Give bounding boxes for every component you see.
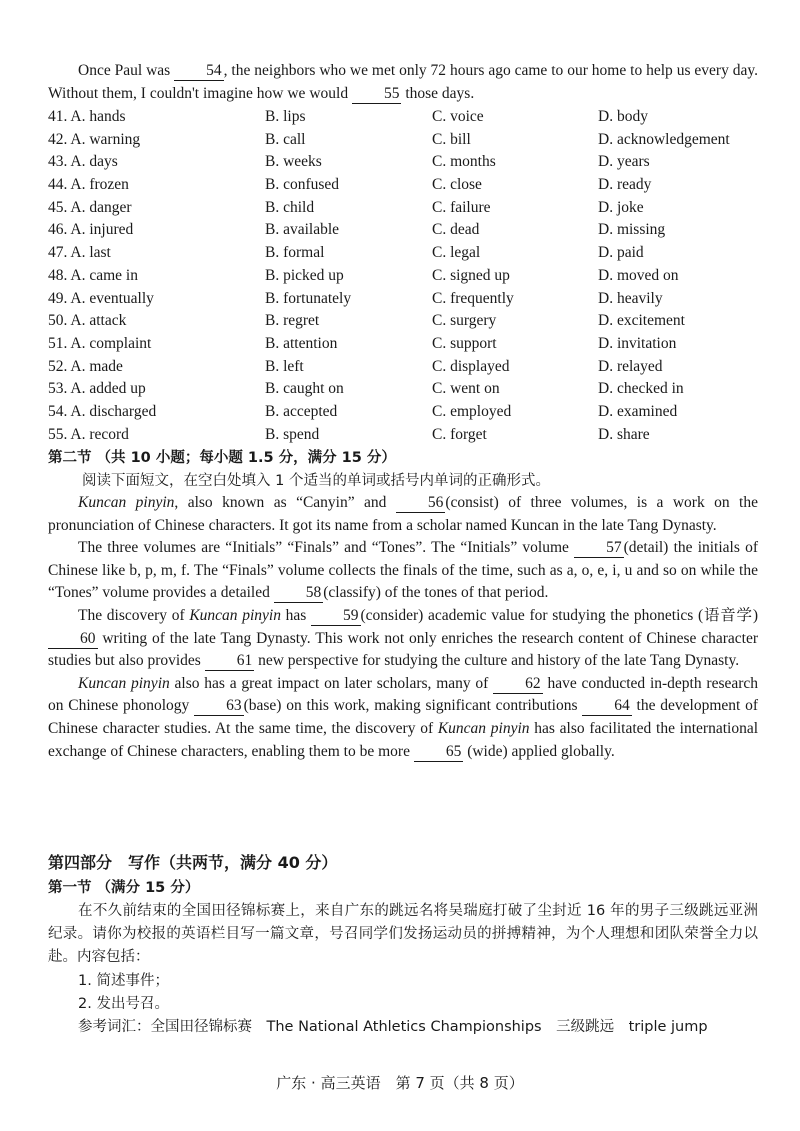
reference-vocabulary: 参考词汇：全国田径锦标赛 The National Athletics Championships 三级跳远 triple jump [78,1019,708,1035]
option-c[interactable]: C. signed up [432,266,510,284]
option-row-50 [48,310,768,333]
work-title: Kuncan pinyin [78,494,175,511]
option-row-43 [48,151,768,174]
option-a[interactable]: 50. A. attack [48,312,127,330]
hint-65: (wide) [467,742,508,760]
option-a[interactable]: 51. A. complaint [48,334,152,352]
option-b[interactable]: B. attention [265,334,338,352]
work-title: Kuncan pinyin [78,674,170,692]
text: writing of the late Tang Dynasty. This work not only enriches the research content of Chinese character studies but also provides [48,629,759,670]
option-a[interactable]: 48. A. came in [48,266,138,284]
option-c[interactable]: C. employed [432,402,512,420]
text: has also facilitated the international exchange of Chinese characters, enabling them to be more [48,719,759,760]
intro-text: , the neighbors who we met only 72 hours ago came to our home to help us every day. Without them, I couldn't imagine how we would [48,62,758,102]
hint-63: (base) [243,697,282,715]
text: on this work, making significant contributions [286,697,578,715]
option-row-54 [48,401,768,424]
option-a[interactable]: 43. A. days [48,153,118,171]
option-a[interactable]: 54. A. discharged [48,402,157,420]
option-a[interactable]: 52. A. made [48,357,123,375]
option-b[interactable]: B. formal [265,244,325,262]
option-d[interactable]: D. examined [598,402,678,420]
text: also has a great impact on later scholars, many of [174,674,489,692]
option-c[interactable]: C. months [432,153,496,171]
blank-63[interactable]: 63 [194,697,244,716]
blank-58[interactable]: 58 [274,584,324,603]
option-a[interactable]: 49. A. eventually [48,289,154,307]
paragraph-3 [48,605,758,673]
work-title: Kuncan pinyin [437,719,530,737]
paragraph-1 [48,492,758,537]
option-b[interactable]: B. weeks [265,153,322,171]
text: the development of Chinese character studies. At the same time, the discovery of [48,697,759,737]
option-row-44 [48,174,768,197]
option-b[interactable]: B. confused [265,176,340,194]
text: academic value for studying the phonetics (语音学) [428,606,759,624]
text: applied globally. [511,742,615,760]
option-b[interactable]: B. child [265,198,315,216]
passage [48,492,758,763]
option-b[interactable]: B. regret [265,312,320,330]
option-c[interactable]: C. frequently [432,289,514,307]
option-row-45 [48,197,768,220]
page-footer: 广东 · 高三英语 第 7 页（共 8 页） [276,1074,524,1092]
blank-56[interactable]: 56 [396,494,446,513]
option-d[interactable]: D. missing [598,221,666,239]
hint-57: (detail) [623,539,669,557]
text: new perspective for studying the culture and history of the late Tang Dynasty. [258,652,740,670]
text: The discovery of [78,606,185,624]
prompt-item-2: 2. 发出号召。 [78,996,169,1012]
option-a[interactable]: 55. A. record [48,425,129,443]
option-d[interactable]: D. ready [598,176,652,194]
option-b[interactable]: B. spend [265,425,320,443]
option-row-49 [48,288,768,311]
paragraph-4 [48,673,758,763]
option-d[interactable]: D. relayed [598,357,663,375]
part4-subheading: 第一节 （满分 15 分） [48,880,200,896]
option-d[interactable]: D. body [598,108,648,125]
section2-heading: 第二节 （共 10 小题；每小题 1.5 分，满分 15 分） [48,450,396,466]
option-c[interactable]: C. displayed [432,357,510,375]
text: The three volumes are “Initials” “Finals” and “Tones”. The “Initials” volume [78,539,569,557]
option-b[interactable]: B. call [265,130,306,148]
prompt-item-1: 1. 简述事件； [78,973,169,989]
blank-59[interactable]: 59 [311,607,361,626]
option-d[interactable]: D. heavily [598,289,663,307]
option-a[interactable]: 42. A. warning [48,130,141,148]
option-b[interactable]: B. lips [265,108,306,125]
option-c[interactable]: C. support [432,334,497,352]
option-d[interactable]: D. joke [598,198,644,216]
option-row-51 [48,333,768,356]
work-title: Kuncan pinyin [189,606,281,624]
blank-65[interactable]: 65 [414,743,464,762]
intro-text: those days. [405,84,475,102]
option-b[interactable]: B. fortunately [265,289,352,307]
option-row-52 [48,356,768,379]
option-c[interactable]: C. forget [432,425,487,443]
options-table [48,106,768,446]
option-a[interactable]: 47. A. last [48,244,111,262]
option-c[interactable]: C. failure [432,198,491,216]
option-a[interactable]: 44. A. frozen [48,176,129,194]
text: the initials of Chinese like b, p, m, f. The “Finals” volume collects the finals of the time, such as a, o, e, i, u and so on while the “Tones” volume provides a detailed [48,539,758,602]
option-d[interactable]: D. checked in [598,380,684,398]
option-c[interactable]: C. close [432,176,482,194]
option-c[interactable]: C. went on [432,380,500,398]
text: has [285,606,307,624]
option-row-48 [48,265,768,288]
paragraph-2 [48,537,758,605]
blank-60[interactable]: 60 [48,630,98,649]
option-d[interactable]: D. years [598,153,650,171]
option-a[interactable]: 45. A. danger [48,198,132,216]
hint-58: (classify) [323,584,381,602]
text: of three volumes, is a work on the pronunciation of Chinese characters. It got its name from a scholar named Kuncan in the late Tang Dynasty. [48,494,758,534]
option-c[interactable]: C. dead [432,221,480,239]
blank-55[interactable]: 55 [352,85,402,104]
option-b[interactable]: B. available [265,221,340,239]
hint-59: (consider) [360,606,424,624]
text: have conducted in-depth research on Chinese phonology [48,674,759,715]
option-b[interactable]: B. caught on [265,380,344,398]
option-d[interactable]: D. invitation [598,334,677,352]
option-a[interactable]: 53. A. added up [48,380,146,398]
blank-54[interactable]: 54 [174,62,224,81]
option-row-55 [48,424,768,447]
option-row-47 [48,242,768,265]
option-b[interactable]: B. left [265,357,304,375]
blank-57[interactable]: 57 [574,539,624,558]
passage-intro [48,60,758,105]
blank-62[interactable]: 62 [493,675,543,694]
intro-paragraph [48,60,758,105]
option-row-41 [48,106,768,129]
option-row-46 [48,219,768,242]
option-c[interactable]: C. voice [432,108,484,125]
writing-prompt: 在不久前结束的全国田径锦标赛上，来自广东的跳远名将吴瑞庭打破了尘封近 16 年的男子三级跳远亚洲纪录。请你为校报的英语栏目写一篇文章，号召同学们发扬运动员的拼搏精神，为个人理想和团队荣誉全力以赴。内容包括： [48,903,758,965]
option-c[interactable]: C. legal [432,244,481,262]
option-row-53 [48,378,768,401]
text: of the tones of that period. [384,584,549,602]
blank-61[interactable]: 61 [205,652,255,671]
hint-56: (consist) [445,494,499,511]
text: , also known as “Canyin” and [174,494,387,511]
option-b[interactable]: B. accepted [265,402,338,420]
option-d[interactable]: D. moved on [598,266,679,284]
option-d[interactable]: D. excitement [598,312,685,330]
option-d[interactable]: D. acknowledgement [598,130,730,148]
option-c[interactable]: C. surgery [432,312,497,330]
intro-text: Once Paul was [78,62,171,79]
section2-instruction: 阅读下面短文，在空白处填入 1 个适当的单词或括号内单词的正确形式。 [82,473,550,489]
option-d[interactable]: D. share [598,425,650,443]
option-c[interactable]: C. bill [432,130,471,148]
option-row-42 [48,129,768,152]
option-d[interactable]: D. paid [598,244,644,262]
option-a[interactable]: 46. A. injured [48,221,134,239]
option-b[interactable]: B. picked up [265,266,344,284]
option-a[interactable]: 41. A. hands [48,108,126,125]
part4-heading: 第四部分 写作（共两节，满分 40 分） [48,853,338,872]
blank-64[interactable]: 64 [582,697,632,716]
